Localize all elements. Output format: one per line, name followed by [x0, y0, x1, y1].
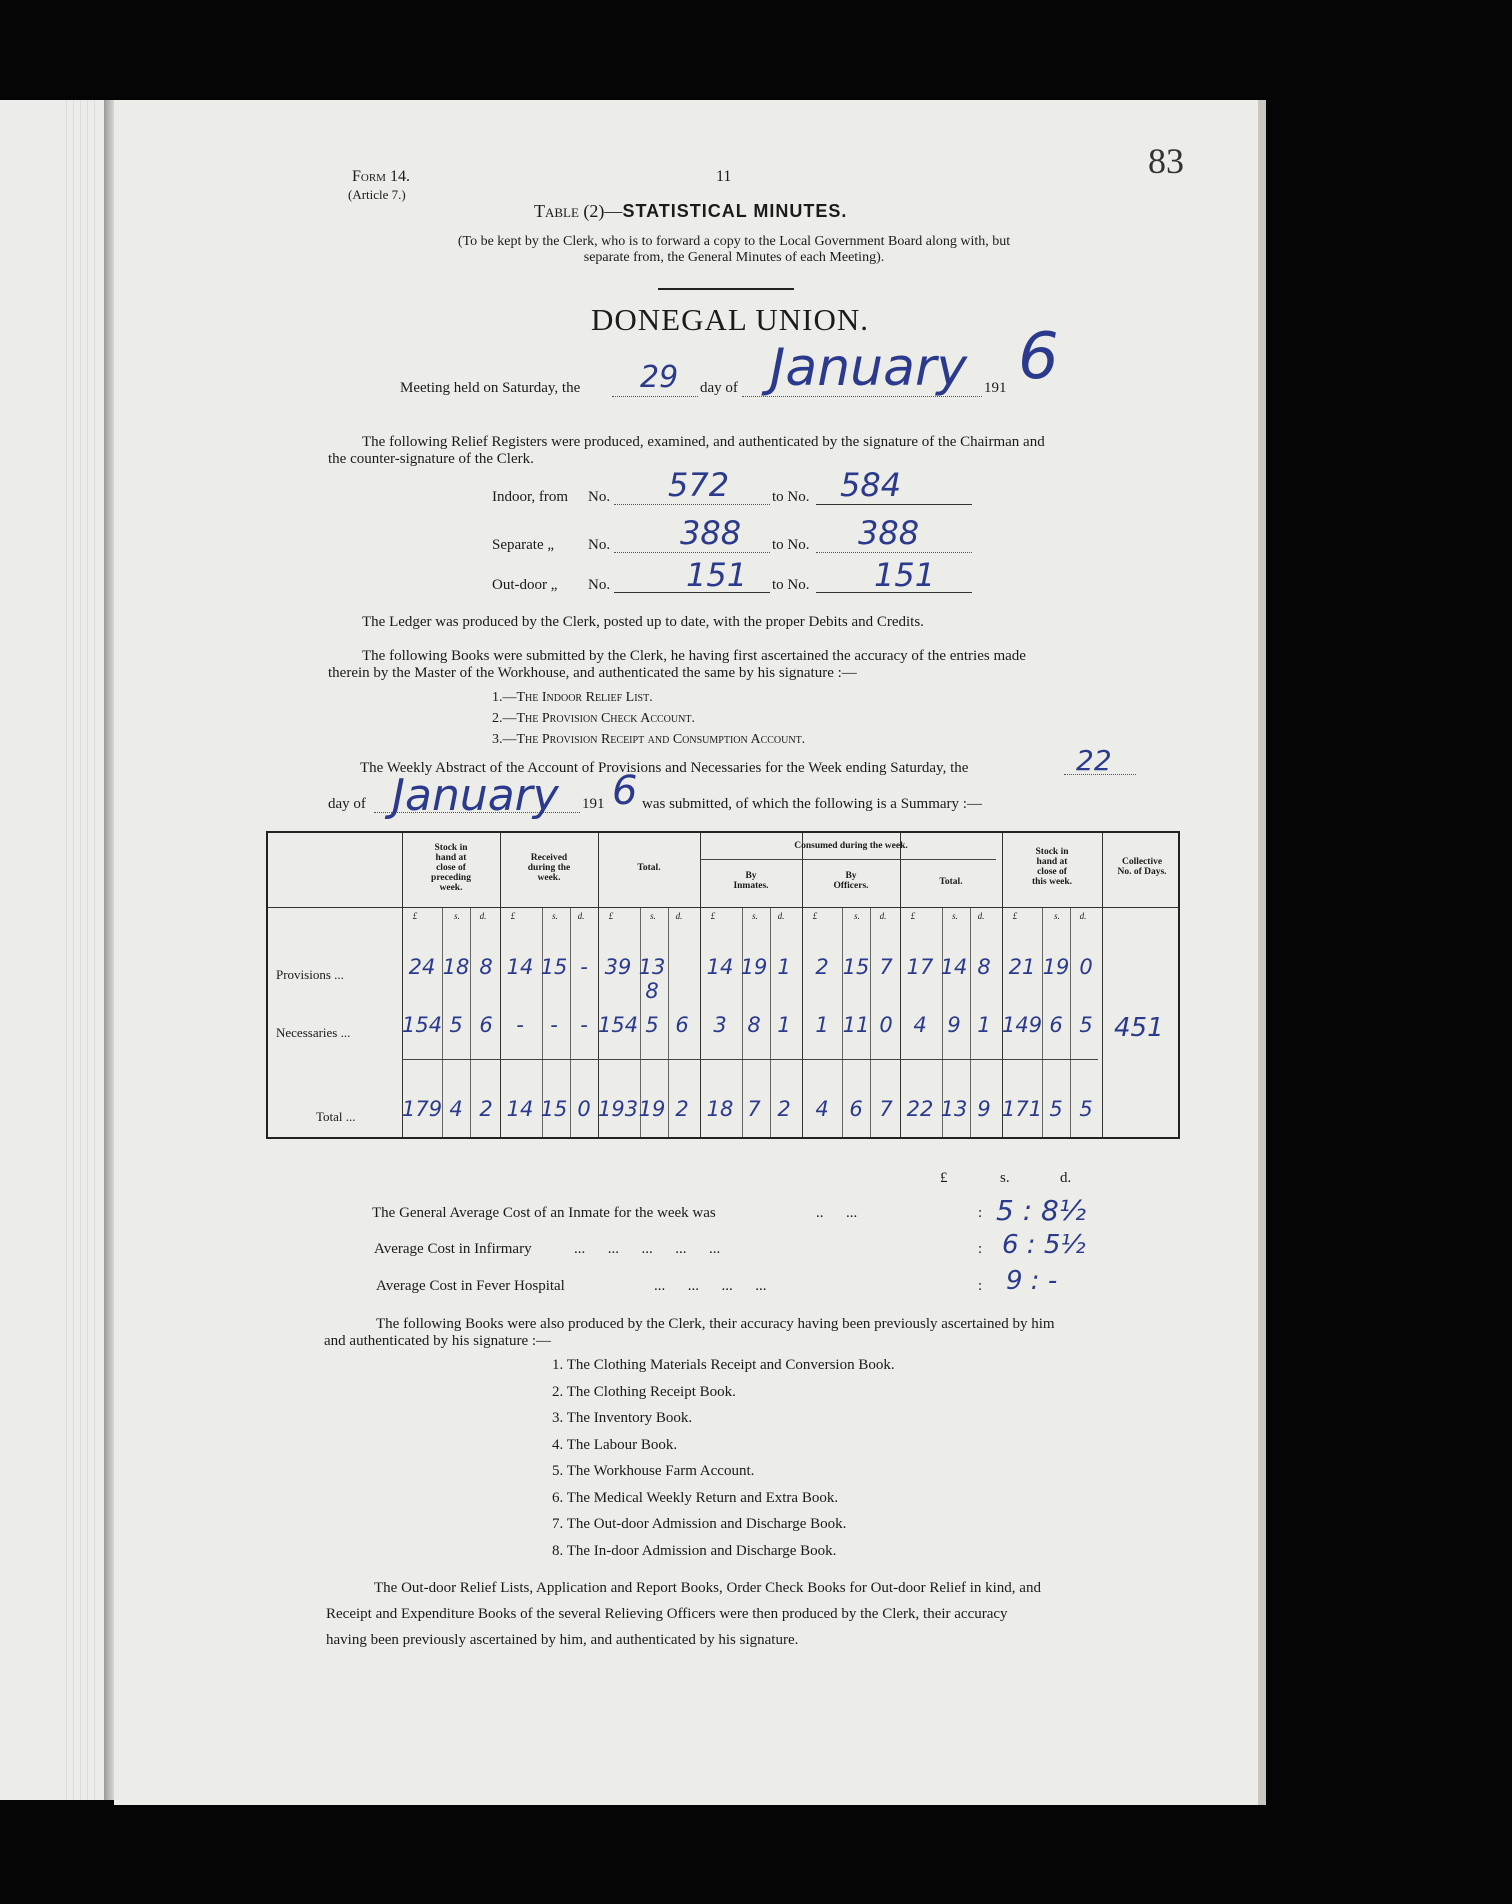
- avg-infirmary-colon: :: [978, 1241, 983, 1257]
- table-cell: 1: [977, 1013, 991, 1037]
- table-cell: 4: [913, 1013, 927, 1037]
- table-cell: 8: [747, 1013, 761, 1037]
- union-name: DONEGAL UNION.: [590, 302, 870, 337]
- table-cell: 19: [638, 1097, 666, 1121]
- unit-label: £: [910, 911, 916, 921]
- register-indoor-from: 572: [668, 466, 730, 504]
- table-cell: 14: [506, 955, 534, 979]
- table-cell: 22: [906, 1097, 934, 1121]
- table-cell: 5: [449, 1013, 463, 1037]
- table-cell: 5: [645, 1013, 659, 1037]
- unit-label: d.: [1079, 911, 1087, 921]
- table-cell: 1: [777, 1013, 791, 1037]
- table-cell: 13: [940, 1097, 968, 1121]
- also-book-item: 7. The Out-door Admission and Discharge Book.: [552, 1516, 847, 1532]
- table-cell: 8: [977, 955, 991, 979]
- table-cell: 7: [879, 955, 893, 979]
- header-collective-days: Collective No. of Days.: [1117, 857, 1167, 877]
- unit-label: £: [608, 911, 614, 921]
- register-separate-from-line: [614, 552, 770, 553]
- table-cell: 15: [540, 1097, 568, 1121]
- unit-label: d.: [777, 911, 785, 921]
- unit-label: s.: [552, 911, 558, 921]
- avg-infirmary-dots: ... ... ... ... ...: [574, 1241, 721, 1257]
- meeting-text2: day of: [700, 380, 738, 396]
- unit-label: s.: [650, 911, 656, 921]
- table-cell: 15: [540, 955, 568, 979]
- table-cell: -: [550, 1013, 558, 1037]
- table-cell: 1: [777, 955, 791, 979]
- table-cell: 19: [740, 955, 768, 979]
- also-book-item: 4. The Labour Book.: [552, 1436, 678, 1453]
- header-stock-preceding: Stock in hand at close of preceding week.: [431, 843, 471, 893]
- book-item-1: 1.—The Indoor Relief List.: [492, 690, 653, 705]
- instructions-line2: separate from, the General Minutes of each Meeting).: [583, 250, 885, 265]
- table-cell: 17: [906, 955, 934, 979]
- register-separate-to-line: [816, 552, 972, 553]
- register-outdoor-to: 151: [874, 556, 936, 594]
- also-book-item: 1. The Clothing Materials Receipt and Conversion Book.: [552, 1357, 895, 1373]
- also-book-item: 8. The In-door Admission and Discharge Book.: [552, 1542, 837, 1559]
- register-indoor-label: Indoor, from: [492, 489, 569, 505]
- table-cell: 13 8: [638, 955, 666, 1003]
- register-outdoor-label: Out-door „: [492, 577, 558, 593]
- abstract-year-digit: 6: [612, 768, 638, 814]
- instructions-line1: (To be kept by the Clerk, who is to forward a copy to the Local Government Board along with, but: [457, 234, 1011, 249]
- registers-intro-line1: The following Relief Registers were produced, examined, and authenticated by the signature of the Chairman and: [362, 434, 1045, 450]
- row-label-total: Total ...: [316, 1109, 356, 1124]
- unit-label: s.: [854, 911, 860, 921]
- table-cell: 14: [506, 1097, 534, 1121]
- table-cell: 11: [842, 1013, 870, 1037]
- meeting-day-line: [612, 396, 698, 397]
- table-cell: 6: [849, 1097, 863, 1121]
- table-cell: 9: [947, 1013, 961, 1037]
- also-book-item: 5. The Workhouse Farm Account.: [552, 1463, 755, 1479]
- unit-label: £: [812, 911, 818, 921]
- title-prefix: Table (2)—: [534, 201, 623, 221]
- register-indoor-no: No.: [588, 489, 611, 505]
- collective-days-value: 451: [1114, 1013, 1164, 1043]
- also-intro-line2: and authenticated by his signature :—: [324, 1333, 552, 1349]
- page-number: 83: [1148, 141, 1184, 181]
- table-cell: 0: [1079, 955, 1093, 979]
- closing-line1: The Out-door Relief Lists, Application and Report Books, Order Check Books for Out-door Relief in kind, and: [374, 1580, 1041, 1596]
- table-cell: 0: [879, 1013, 893, 1037]
- register-separate-from: 388: [680, 514, 742, 552]
- unit-label: d.: [879, 911, 887, 921]
- book-gutter: [104, 100, 114, 1800]
- table-cell: 39: [604, 955, 632, 979]
- register-indoor-from-line: [614, 504, 770, 505]
- also-book-item: 6. The Medical Weekly Return and Extra Book.: [552, 1489, 839, 1506]
- table-cell: 2: [777, 1097, 791, 1121]
- table-cell: 14: [706, 955, 734, 979]
- unit-label: d.: [675, 911, 683, 921]
- header-stock-this-week: Stock in hand at close of this week.: [1031, 847, 1073, 887]
- avg-unit-shillings: s.: [1000, 1170, 1010, 1186]
- unit-label: d.: [577, 911, 585, 921]
- register-indoor-to-line: [816, 504, 972, 505]
- register-outdoor-from: 151: [686, 556, 748, 594]
- avg-unit-pence: d.: [1060, 1170, 1072, 1186]
- page-title: [534, 201, 847, 222]
- book-item-2: 2.—The Provision Check Account.: [492, 711, 695, 726]
- also-book-item: 3. The Inventory Book.: [552, 1410, 693, 1426]
- register-separate-no: No.: [588, 537, 611, 553]
- table-cell: 179: [402, 1097, 443, 1121]
- table-cell: 5: [1049, 1097, 1063, 1121]
- table-cell: 6: [675, 1013, 689, 1037]
- table-cell: 7: [879, 1097, 893, 1121]
- table-cell: 8: [479, 955, 493, 979]
- unit-label: £: [1012, 911, 1018, 921]
- unit-label: s.: [454, 911, 460, 921]
- table-cell: 154: [402, 1013, 443, 1037]
- row-label-provisions: Provisions ...: [276, 967, 344, 982]
- avg-unit-pounds: £: [940, 1170, 948, 1186]
- registers-intro-line2: the counter-signature of the Clerk.: [328, 451, 534, 467]
- also-intro-line1: The following Books were also produced by the Clerk, their accuracy having been previously ascertained by him: [376, 1316, 1055, 1332]
- meeting-year-digit: 6: [1018, 320, 1059, 394]
- table-cell: 154: [598, 1013, 639, 1037]
- register-outdoor-to-label: to No.: [772, 577, 810, 593]
- form-article: (Article 7.): [348, 187, 406, 202]
- table-cell: 4: [449, 1097, 463, 1121]
- avg-infirmary-label: Average Cost in Infirmary: [374, 1241, 532, 1257]
- unit-label: d.: [977, 911, 985, 921]
- closing-line2: Receipt and Expenditure Books of the several Relieving Officers were then produced by the Clerk, their accuracy: [326, 1606, 1008, 1622]
- form-number: Form 14.: [352, 168, 410, 185]
- unit-label: £: [510, 911, 516, 921]
- header-by-officers: By Officers.: [833, 871, 869, 891]
- header-consumed-total: Total.: [939, 877, 963, 887]
- book-item-3: 3.—The Provision Receipt and Consumption Account.: [492, 732, 806, 747]
- avg-inmate-label: The General Average Cost of an Inmate for the week was: [372, 1205, 716, 1221]
- table-cell: 7: [747, 1097, 761, 1121]
- avg-inmate-dots: .. ...: [816, 1205, 858, 1221]
- register-separate-label: Separate „: [492, 537, 555, 553]
- header-total: Total.: [637, 863, 661, 873]
- page-edge: [1258, 100, 1266, 1805]
- table-cell: 2: [479, 1097, 493, 1121]
- table-cell: 18: [706, 1097, 734, 1121]
- table-cell: 171: [1002, 1097, 1043, 1121]
- also-book-item: 2. The Clothing Receipt Book.: [552, 1383, 736, 1400]
- register-separate-to-label: to No.: [772, 537, 810, 553]
- table-cell: 21: [1008, 955, 1036, 979]
- printed-page-number: 11: [716, 168, 732, 185]
- unit-label: £: [412, 911, 418, 921]
- closing-line3: having been previously ascertained by him, and authenticated by his signature.: [326, 1632, 799, 1648]
- table-cell: 9: [977, 1097, 991, 1121]
- table-cell: 5: [1079, 1097, 1093, 1121]
- row-label-necessaries: Necessaries ...: [276, 1025, 351, 1040]
- table-cell: 18: [442, 955, 470, 979]
- avg-infirmary-value: 6 : 5½: [1002, 1230, 1086, 1260]
- table-cell: 6: [479, 1013, 493, 1037]
- meeting-day: 29: [640, 360, 679, 395]
- table-cell: -: [580, 1013, 588, 1037]
- books-intro-line1: The following Books were submitted by the Clerk, he having first ascertained the accuracy of the entries made: [362, 648, 1026, 664]
- unit-label: s.: [752, 911, 758, 921]
- left-page-edge: [0, 100, 108, 1800]
- register-indoor-to: 584: [840, 466, 902, 504]
- ledger-statement: The Ledger was produced by the Clerk, posted up to date, with the proper Debits and Credits.: [362, 614, 924, 630]
- table-cell: 19: [1042, 955, 1070, 979]
- unit-label: s.: [952, 911, 958, 921]
- table-cell: 0: [577, 1097, 591, 1121]
- header-by-inmates: By Inmates.: [733, 871, 769, 891]
- table-cell: 4: [815, 1097, 829, 1121]
- table-cell: 193: [598, 1097, 639, 1121]
- table-cell: 2: [815, 955, 829, 979]
- abstract-year-prefix: 191: [582, 796, 605, 812]
- table-cell: 5: [1079, 1013, 1093, 1037]
- abstract-day: 22: [1076, 744, 1112, 777]
- abstract-month: January: [392, 770, 559, 821]
- avg-fever-label: Average Cost in Fever Hospital: [376, 1278, 565, 1294]
- avg-inmate-value: 5 : 8½: [996, 1194, 1087, 1227]
- unit-label: d.: [479, 911, 487, 921]
- table-cell: 15: [842, 955, 870, 979]
- meeting-month: January: [770, 338, 968, 398]
- unit-label: £: [710, 911, 716, 921]
- meeting-year-prefix: 191: [984, 380, 1007, 396]
- table-cell: 3: [713, 1013, 727, 1037]
- register-separate-to: 388: [858, 514, 920, 552]
- table-cell: 14: [940, 955, 968, 979]
- abstract-text1: The Weekly Abstract of the Account of Provisions and Necessaries for the Week ending Saturday, the: [360, 760, 969, 776]
- avg-fever-colon: :: [978, 1278, 983, 1294]
- table-cell: 6: [1049, 1013, 1063, 1037]
- books-intro-line2: therein by the Master of the Workhouse, and authenticated the same by his signature :—: [328, 665, 857, 681]
- table-cell: -: [516, 1013, 524, 1037]
- meeting-text1: Meeting held on Saturday, the: [400, 380, 581, 396]
- table-cell: 149: [1002, 1013, 1043, 1037]
- table-cell: -: [580, 955, 588, 979]
- header-received: Received during the week.: [527, 853, 571, 883]
- register-outdoor-no: No.: [588, 577, 611, 593]
- header-consumed: Consumed during the week.: [794, 841, 908, 851]
- table-cell: 2: [675, 1097, 689, 1121]
- summary-table: [266, 831, 1180, 1139]
- abstract-text2: day of: [328, 796, 366, 812]
- title-divider: [658, 288, 794, 290]
- unit-label: s.: [1054, 911, 1060, 921]
- table-cell: 24: [408, 955, 436, 979]
- avg-fever-dots: ... ... ... ...: [654, 1278, 767, 1294]
- avg-inmate-colon: :: [978, 1205, 983, 1221]
- title-main: STATISTICAL MINUTES.: [622, 201, 848, 221]
- table-cell: 1: [815, 1013, 829, 1037]
- avg-fever-value: 9 : -: [1006, 1266, 1058, 1296]
- abstract-text3: was submitted, of which the following is a Summary :—: [642, 796, 982, 812]
- register-indoor-to-label: to No.: [772, 489, 810, 505]
